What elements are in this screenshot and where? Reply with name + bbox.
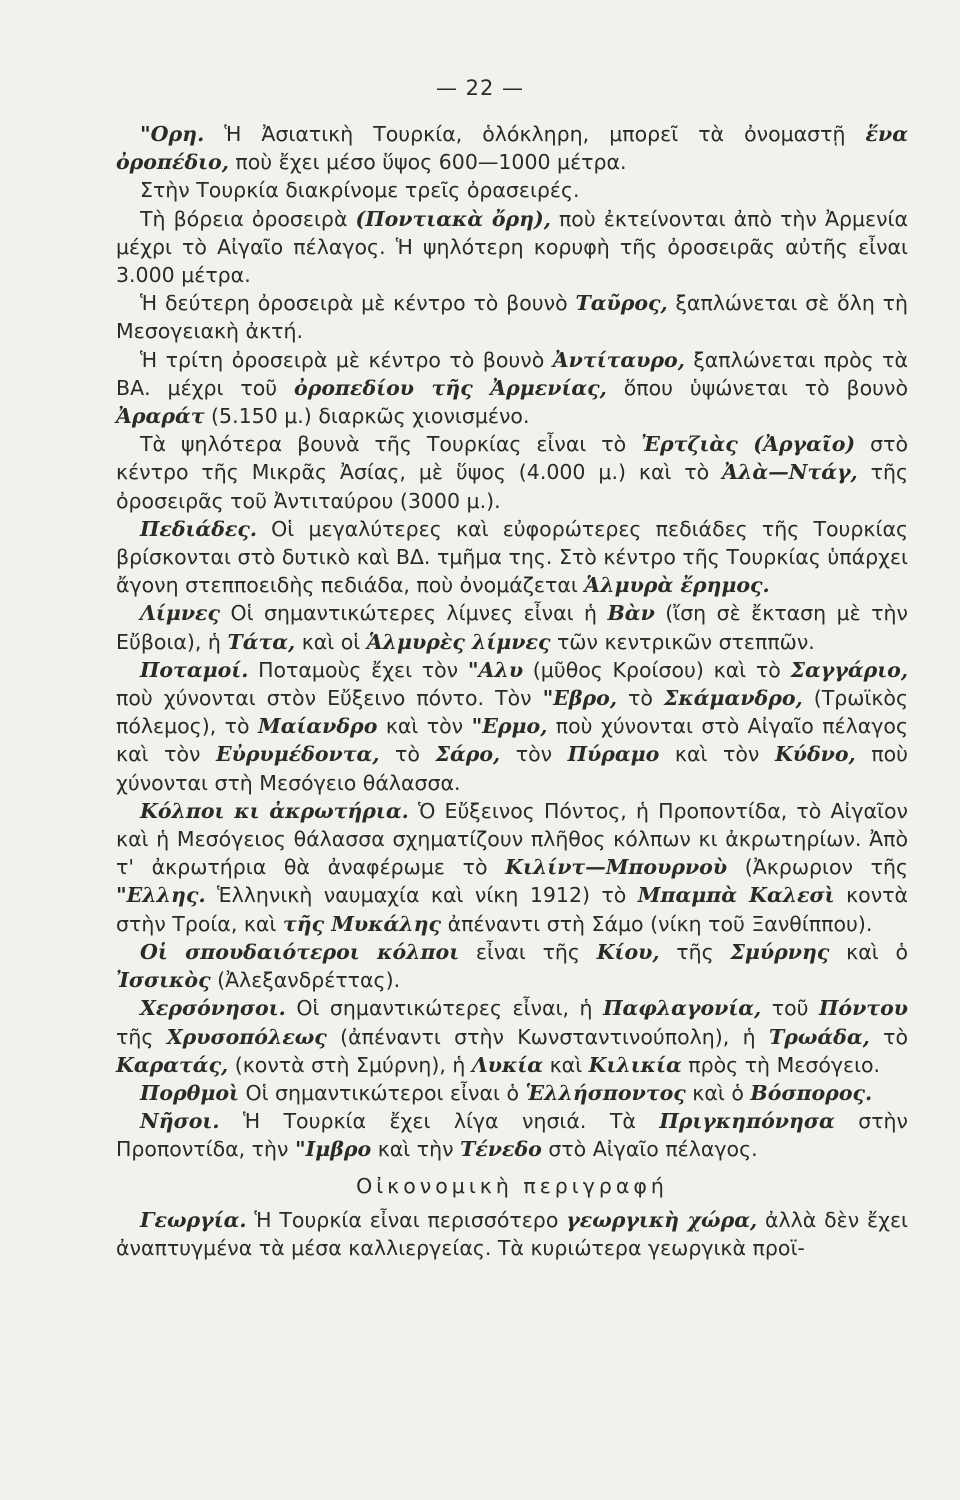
text: τῶν κεντρικῶν στεππῶν. (550, 629, 815, 654)
paragraph-agriculture (116, 1206, 908, 1262)
term: Παφλαγονία, (603, 996, 762, 1021)
term: "Αλυ (467, 657, 524, 682)
text: (5.150 μ.) διαρκῶς χιονισμένο. (204, 404, 530, 429)
text: Ἡ Ἀσιατικὴ Τουρκία, ὁλόκληρη, μπορεῖ τὰ ὀνομαστῇ (204, 122, 866, 146)
term: Καρατάς, (116, 1052, 229, 1077)
text: (μῦθος Κροίσου) καὶ τὸ (523, 657, 791, 682)
text: τὸ (869, 1024, 909, 1049)
paragraph-important-gulfs (116, 938, 908, 994)
text: στὸ Αἰγαῖο πέλαγος. (541, 1137, 758, 1162)
text: καὶ οἱ (295, 629, 367, 654)
text: Τὰ ψηλότερα βουνὰ τῆς Τουρκίας εἶναι τὸ (140, 432, 642, 457)
text: Τὴ βόρεια ὀροσειρὰ (140, 206, 356, 231)
term: Σαγγάριο, (790, 657, 908, 682)
text: πρὸς τὴ Μεσόγειο. (681, 1052, 881, 1077)
term: Τρωάδα, (768, 1024, 870, 1049)
term: Τάτα, (227, 629, 296, 654)
term: Κιλίντ—Μπουρνοὺ (505, 855, 728, 880)
term: "Ορη. (140, 122, 205, 146)
paragraph-plains (116, 515, 908, 600)
text: τῆς (659, 939, 731, 964)
text: τὸ (379, 742, 436, 767)
term: Πόντου (819, 996, 908, 1021)
text: εἶναι τῆς (459, 939, 597, 964)
term: ὀροπεδίου τῆς Ἀρμενίας, (294, 375, 607, 400)
text: καὶ τὸν (377, 714, 472, 739)
paragraph-islands (116, 1107, 908, 1163)
term: Ἀραράτ (116, 404, 205, 429)
text: (Ἀλεξανδρέττας). (210, 968, 401, 993)
text: Ἡ δεύτερη ὀροσειρὰ μὲ κέντρο τὸ βουνὸ (140, 291, 576, 316)
paragraph-second-range (116, 289, 908, 345)
term: Ἀλὰ—Ντάγ, (722, 460, 858, 485)
text: (ἀπέναντι στὴν Κωνσταντινούπολη), ἡ (326, 1024, 769, 1049)
term: Νῆσοι. (140, 1109, 220, 1134)
term: γεωργικὴ χώρα, (566, 1207, 758, 1232)
term: Λίμνες (140, 601, 220, 626)
text: (ἴση σὲ ἔκταση μὲ τὴν Εὔβοια), ἡ (116, 601, 908, 654)
text: Ἡ Τουρκία ἔχει λίγα νησιά. Τὰ (219, 1109, 660, 1134)
term: Κόλποι κι ἀκρωτήρια. (140, 798, 409, 823)
text: τοῦ (761, 996, 820, 1021)
term: Λυκία (471, 1052, 544, 1077)
text: (Τρωϊκὸς πόλεμος), τὸ (116, 686, 908, 739)
text: τῆς (116, 1024, 167, 1049)
term: τῆς Μυκάλης (282, 911, 442, 936)
text: καὶ ὁ (685, 1080, 751, 1105)
text: Οἱ σημαντικώτερες εἶναι, ἡ (285, 996, 604, 1021)
text: στὸ κέντρο τῆς Μικρᾶς Ἀσίας, μὲ ὕψος (4.000 μ.) καὶ τὸ (116, 432, 908, 485)
text: Οἱ σημαντικώτεροι εἶναι ὁ (238, 1080, 526, 1105)
paragraph-third-range (116, 346, 908, 431)
section-heading-economic: Οἰκονομικὴ περιγραφή (356, 1173, 668, 1198)
term: Ἀντίταυρο, (552, 347, 685, 372)
term: Χρυσοπόλεως (166, 1024, 327, 1049)
term: Κύδνο, (774, 742, 856, 767)
term: Βόσπορος. (750, 1080, 873, 1105)
text: Στὴν Τουρκία διακρίνομε τρεῖς ὀρασειρές. (140, 178, 580, 203)
text: τὸ (617, 686, 664, 711)
text: καὶ (543, 1052, 589, 1077)
term: "Ερμο, (471, 714, 548, 739)
term: Σάρο, (435, 742, 501, 767)
term: Χερσόνησοι. (140, 996, 286, 1021)
paragraph-gulfs-capes (116, 797, 908, 938)
paragraph-mountains (116, 120, 908, 176)
term: (Ποντιακὰ ὄρη), (355, 206, 551, 231)
text: καὶ τὴν (371, 1137, 461, 1162)
term: Εὐρυμέδοντα, (216, 742, 380, 767)
paragraph-ranges-intro (116, 176, 908, 204)
term: Ταῦρος, (575, 291, 668, 316)
text: ἀλλὰ δὲν ἔχει ἀναπτυγμένα τὰ μέσα καλλιεργείας. Τὰ κυριώτερα γεωργικὰ προϊ- (116, 1207, 908, 1260)
term: Κίου, (596, 939, 660, 964)
term: Βὰν (607, 601, 655, 626)
text: Ἡ τρίτη ὀροσειρὰ μὲ κέντρο τὸ βουνὸ (140, 347, 553, 372)
text: στὴν Προποντίδα, τὴν (116, 1109, 908, 1162)
text: ἀπέναντι στὴ Σάμο (νίκη τοῦ Ξανθίππου). (441, 911, 873, 936)
paragraph-northern-range (116, 205, 908, 290)
text: Ἑλληνικὴ ναυμαχία καὶ νίκη 1912) τὸ (205, 883, 638, 908)
term: Ἑλλήσποντος (525, 1080, 686, 1105)
text: Ὁ Εὔξεινος Πόντος, ἡ Προποντίδα, τὸ Αἰγαῖον καὶ ἡ Μεσόγειος θάλασσα σχηματίζουν πλῆθος κόλπων κι ἀκρωτηρίων. Ἀπὸ τ' ἀκρωτήρια θὰ ἀναφέρωμε τὸ (116, 798, 909, 880)
text: ὅπου ὑψώνεται τὸ βουνὸ (606, 375, 908, 400)
paragraph-rivers (116, 656, 908, 797)
text: ποὺ χύνονται στὴ Μεσόγειο θάλασσα. (116, 742, 908, 795)
term: Σκάμανδρο, (663, 686, 803, 711)
text: καὶ τὸν (659, 742, 775, 767)
term: "Ελλης. (116, 883, 206, 908)
term: Γεωργία. (140, 1207, 247, 1232)
term: Πεδιάδες. (140, 516, 257, 541)
term: Μπαμπὰ Καλεσὶ (637, 883, 835, 908)
text: καὶ ὁ (829, 939, 908, 964)
page-number: — 22 — (435, 76, 525, 100)
text: τῆς ὀροσειρᾶς τοῦ Ἀντιταύρου (3000 μ.). (116, 460, 908, 513)
text: ποὺ χύνονται στὸν Εὔξεινο πόντο. Τὸν (116, 686, 543, 711)
term: Πριγκηπόνησα (659, 1109, 835, 1134)
body-text (116, 120, 908, 1262)
text: Οἱ σημαντικώτερες λίμνες εἶναι ἡ (220, 601, 608, 626)
text: ποὺ ἔχει μέσο ὕψος 600—1000 μέτρα. (228, 150, 627, 175)
term: "Ιμβρο (294, 1137, 372, 1162)
paragraph-straits (116, 1079, 908, 1107)
term: ἕνα ὀροπέδιο, (116, 122, 908, 175)
paragraph-peninsulas (116, 994, 908, 1079)
term: "Εβρο, (542, 686, 617, 711)
text: τὸν (500, 742, 568, 767)
term: Μαίανδρο (258, 714, 378, 739)
term: Κιλικία (588, 1052, 682, 1077)
term: Ποταμοί. (140, 657, 249, 682)
term: Τένεδο (460, 1137, 542, 1162)
term: Ἐρτζιὰς (Ἀργαῖο) (641, 432, 856, 457)
term: Οἱ σπουδαιότεροι κόλποι (140, 939, 460, 964)
term: Ἰσσικὸς (116, 968, 211, 993)
term: Ἁλμυρὰ ἔρημος. (584, 573, 770, 598)
text: Οἱ μεγαλύτερες καὶ εὐφορώτερες πεδιάδες τῆς Τουρκίας βρίσκονται στὸ δυτικὸ καὶ ΒΔ. τμῆμα της. Στὸ κέντρο τῆς Τουρκίας ὑπάρχει ἄγονη στεπποειδὴς πεδιάδα, ποὺ ὀνομάζεται (116, 516, 908, 598)
text: ξαπλώνεται σὲ ὅλη τὴ Μεσογειακὴ ἀκτή. (116, 291, 908, 344)
text: ποὺ ἐκτείνονται ἀπὸ τὴν Ἀρμενία μέχρι τὸ Αἰγαῖο πέλαγος. Ἡ ψηλότερη κορυφὴ τῆς ὀροσειρᾶς αὐτῆς εἶναι 3.000 μέτρα. (116, 206, 908, 288)
text: ξαπλώνεται πρὸς τὰ ΒΑ. μέχρι τοῦ (116, 347, 908, 400)
term: Ἁλμυρὲς λίμνες (366, 629, 551, 654)
term: Πύραμο (567, 742, 660, 767)
paragraph-highest-peaks (116, 430, 908, 515)
text: ποὺ χύνονται στὸ Αἰγαῖο πέλαγος καὶ τὸν (116, 714, 908, 767)
text: κοντὰ στὴν Τροία, καὶ (116, 883, 908, 936)
term: Σμύρνης (730, 939, 830, 964)
paragraph-lakes (116, 599, 908, 655)
text: Ἡ Τουρκία εἶναι περισσότερο (246, 1207, 567, 1232)
text: (Ἀκρωριον τῆς (727, 855, 908, 880)
text: (κοντὰ στὴ Σμύρνη), ἡ (228, 1052, 472, 1077)
term: Πορθμοὶ (140, 1080, 239, 1105)
text: Ποταμοὺς ἔχει τὸν (248, 657, 468, 682)
